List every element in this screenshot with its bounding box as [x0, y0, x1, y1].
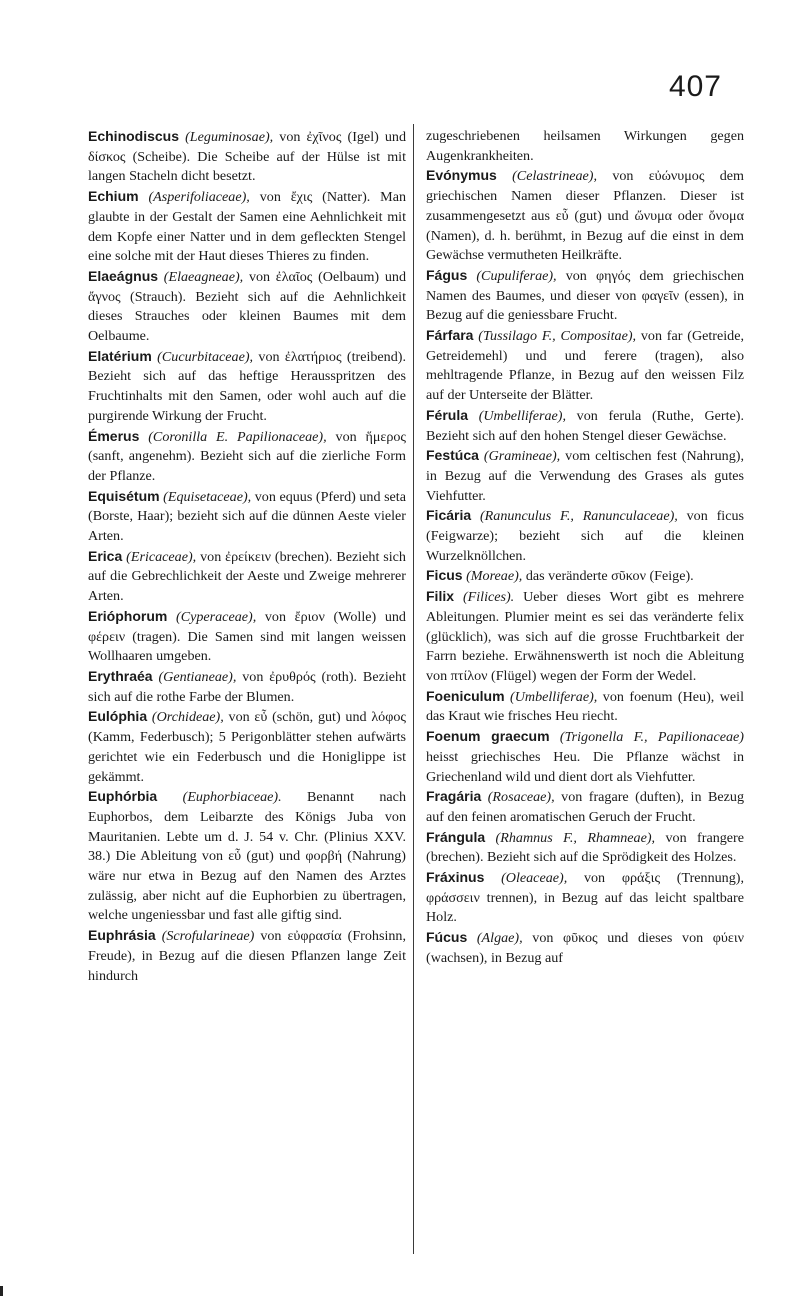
- family: (Scrofularineae): [161, 928, 255, 945]
- page-number: 407: [668, 70, 722, 103]
- family: (Equisetaceae),: [163, 488, 252, 505]
- headword: Erióphorum: [88, 607, 168, 624]
- headword: Erythraéa: [88, 667, 153, 684]
- entry-text: zugeschriebenen heilsamen Wirkungen gegen Augenkrankheiten.: [426, 128, 744, 164]
- headword: Fragária: [426, 788, 482, 805]
- family: (Elaeagneae),: [163, 268, 244, 285]
- entry-text: von ἥμερος (sanft, angenehm). Bezieht sich auf die zierliche Form der Pflanze.: [88, 428, 407, 484]
- headword: Equisétum: [88, 487, 160, 504]
- entry-evonymus: [426, 166, 744, 266]
- left-column: [88, 127, 406, 986]
- headword: Ficus: [426, 567, 463, 584]
- entry-foenum-graecum: [426, 727, 744, 787]
- family: (Filices).: [462, 589, 515, 606]
- headword: Foenum graecum: [426, 728, 550, 745]
- entry-text: von ferula (Ruthe, Gerte). Bezieht sich auf den hohen Stengel dieser Gewächse.: [426, 407, 745, 444]
- family: (Cyperaceae),: [176, 608, 257, 625]
- entry-text: von εὐφρασία (Frohsinn, Freude), in Bezug auf die diesen Pflanzen lange Zeit hindurch: [88, 928, 406, 984]
- family: (Gramineae),: [483, 448, 561, 465]
- right-column: [426, 127, 744, 969]
- family: (Orchideae),: [151, 709, 224, 726]
- headword: Elaeágnus: [88, 267, 159, 284]
- entry-text: von φηγός dem griechischen Namen des Baumes, und dieser von φαγεῖν (essen), in Bezug auf die geniessbare Frucht.: [426, 267, 744, 324]
- entry-fragaria: [426, 787, 744, 827]
- family: (Coronilla E. Papilionaceae),: [148, 428, 327, 445]
- entry-ficus: [426, 566, 744, 587]
- entry-text: von ficus (Feigwarze); bezieht sich auf die kleinen Wurzelknöllchen.: [426, 508, 744, 564]
- entry-text: von frangere (brechen). Bezieht sich auf die Sprödigkeit des Holzes.: [426, 829, 744, 866]
- family: (Asperifoliaceae),: [148, 189, 250, 206]
- entry-ficaria: [426, 506, 744, 566]
- entry-text: Benannt nach Euphorbos, dem Leibarzte des Königs Juba von Mauritanien. Lebte um d. J. 54 v. Chr. (Plinius XXV. 38.) Die Ableitung von εὖ (gut) und φορβή (Nahrung) wäre nur etwa in Bezug auf den Namen des Arztes zulässig, aber nicht auf die Euphorbien zu übertragen, welche ungeniessbar und fast alle giftig sind.: [88, 789, 406, 924]
- family: (Umbelliferae),: [478, 407, 566, 424]
- headword: Fráxinus: [426, 869, 485, 886]
- entry-equisetum: [88, 487, 406, 547]
- entry-text: heisst griechisches Heu. Die Pflanze wächst in Griechenland wild und dient dort als Viehfutter.: [426, 748, 744, 785]
- entry-echium: [88, 187, 406, 267]
- headword: Ficária: [426, 507, 472, 524]
- family: (Ranunculus F., Ranunculaceae),: [479, 508, 678, 525]
- family: (Tussilago F., Compositae),: [478, 328, 637, 345]
- entry-farfara: [426, 326, 744, 406]
- headword: Frángula: [426, 828, 486, 845]
- headword: Férula: [426, 406, 469, 423]
- family: (Leguminosae),: [185, 129, 274, 145]
- entry-text: von far (Getreide, Getreidemehl) und und ferere (tragen), also mehltragende Pflanze, in Bezug auf den weissen Filz auf der Unterseite der Blätter.: [426, 328, 744, 404]
- entry-frangula: [426, 828, 744, 868]
- entry-echinodiscus: [88, 127, 406, 187]
- entry-text: von εὖ (schön, gut) und λόφος (Kamm, Federbusch); 5 Perigonblätter stehen aufwärts gerichtet wie ein Federbusch und die Honiglippe ist gekämmt.: [88, 709, 406, 785]
- family: (Ericaceae),: [126, 548, 197, 565]
- entry-continuation: [426, 127, 744, 166]
- entry-text: vom celtischen fest (Nahrung), in Bezug auf die Verwendung des Grases als gutes Viehfutter.: [426, 448, 744, 504]
- entry-text: von ἐχῖνος (Igel) und δίσκος (Scheibe). Die Scheibe auf der Hülse ist mit langen Stacheln dicht besetzt.: [88, 129, 407, 185]
- family: (Rosaceae),: [487, 789, 555, 806]
- entry-text: von ἐλατήριος (treibend). Bezieht sich auf das heftige Herausspritzen des Fruchtinhalts mit den Samen, oder wohl auch auf die purgirende Wirkung der Frucht.: [88, 348, 406, 424]
- scan-edge-mark: [0, 1286, 3, 1296]
- family: (Euphorbiaceae).: [182, 789, 282, 806]
- entry-eriophorum: [88, 607, 406, 667]
- headword: Eulóphia: [88, 708, 148, 725]
- headword: Festúca: [426, 447, 479, 464]
- entry-text: von ἔριον (Wolle) und φέρειν (tragen). Die Samen sind mit langen weissen Wollhaaren umgeben.: [88, 608, 406, 665]
- entry-text: von εὐώνυμος dem griechischen Namen dieser Pflanzen. Dieser ist zusammengesetzt aus εὖ (gut) und ὤνυμα oder ὄνομα (Namen), d. h. berühmt, in Bezug auf die einst in dem Gewächse vermutheten Heilkräfte.: [426, 168, 744, 264]
- entry-elaterium: [88, 347, 406, 427]
- entry-euphrasia: [88, 926, 406, 986]
- entry-text: von φῦκος und dieses von φύειν (wachsen), in Bezug auf: [426, 930, 744, 966]
- entry-festuca: [426, 446, 744, 506]
- entry-emerus: [88, 427, 406, 487]
- entry-foeniculum: [426, 687, 744, 727]
- headword: Fágus: [426, 266, 468, 283]
- entry-text: von foenum (Heu), weil das Kraut wie frisches Heu riecht.: [426, 688, 745, 725]
- entry-text: von φράξις (Trennung), φράσσειν trennen), in Bezug auf das leicht spaltbare Holz.: [426, 870, 744, 926]
- entry-text: von ἐρυθρός (roth). Bezieht sich auf die rothe Farbe der Blumen.: [88, 668, 406, 705]
- headword: Evónymus: [426, 167, 497, 184]
- headword: Fúcus: [426, 929, 468, 946]
- entry-filix: [426, 587, 744, 687]
- family: (Cupuliferae),: [476, 267, 557, 284]
- headword: Euphrásia: [88, 927, 156, 944]
- entry-erythraea: [88, 667, 406, 707]
- entry-ferula: [426, 406, 744, 446]
- family: (Celastrineae),: [512, 168, 598, 185]
- family: (Gentianeae),: [158, 668, 237, 685]
- headword: Euphórbia: [88, 788, 158, 805]
- column-divider: [413, 124, 414, 1254]
- headword: Echium: [88, 188, 139, 205]
- entry-fucus: [426, 928, 744, 968]
- entry-text: das veränderte σῦκον (Feige).: [525, 568, 694, 585]
- headword: Foeniculum: [426, 687, 505, 704]
- headword: Erica: [88, 547, 123, 564]
- entry-fagus: [426, 266, 744, 326]
- family: (Rhamnus F., Rhamneae),: [495, 829, 656, 846]
- headword: Echinodiscus: [88, 128, 180, 144]
- headword: Filix: [426, 588, 455, 605]
- family: (Umbelliferae),: [510, 688, 598, 705]
- entry-text: von ἐρείκειν (brechen). Bezieht sich auf die Gebrechlichkeit der Aeste und Zweige mehrerer Arten.: [88, 548, 406, 605]
- entry-text: von fragare (duften), in Bezug auf den feinen aromatischen Geruch der Frucht.: [426, 789, 744, 825]
- entry-elaeagnus: [88, 267, 406, 347]
- entry-eulophia: [88, 707, 406, 787]
- family: (Trigonella F., Papilionaceae): [559, 729, 744, 746]
- entry-erica: [88, 547, 406, 607]
- family: (Cucurbitaceae),: [157, 348, 254, 365]
- entry-text: von ἐλαῖος (Oelbaum) und ἄγνος (Strauch). Bezieht sich auf die Aehnlichkeit dieses Strauches oder kleinen Baumes mit dem Oelbaume.: [88, 268, 406, 345]
- entry-text: von equus (Pferd) und seta (Borste, Haar); bezieht sich auf die dünnen Aeste vieler Arten.: [88, 488, 406, 545]
- entry-euphorbia: [88, 787, 406, 926]
- headword: Émerus: [88, 427, 140, 444]
- family: (Moreae),: [466, 568, 523, 585]
- entry-fraxinus: [426, 868, 744, 928]
- entry-text: Ueber dieses Wort gibt es mehrere Ableitungen. Plumier meint es sei das veränderte felix (glücklich), was sich auf die grosse Fruchtbarkeit der Farrn beziehe. Erwähnenswerth ist noch die Ableitung von πτίλον (Flügel) wegen der Form der Wedel.: [426, 589, 744, 684]
- family: (Algae),: [476, 930, 523, 947]
- headword: Elatérium: [88, 347, 152, 364]
- entry-text: von ἔχις (Natter). Man glaubte in der Gestalt der Samen eine Aehnlichkeit mit dem Kopfe einer Natter und in dem gefleckten Stengel eine solche mit der Haut dieses Thieres zu finden.: [88, 189, 407, 265]
- family: (Oleaceae),: [501, 870, 568, 887]
- headword: Fárfara: [426, 327, 474, 344]
